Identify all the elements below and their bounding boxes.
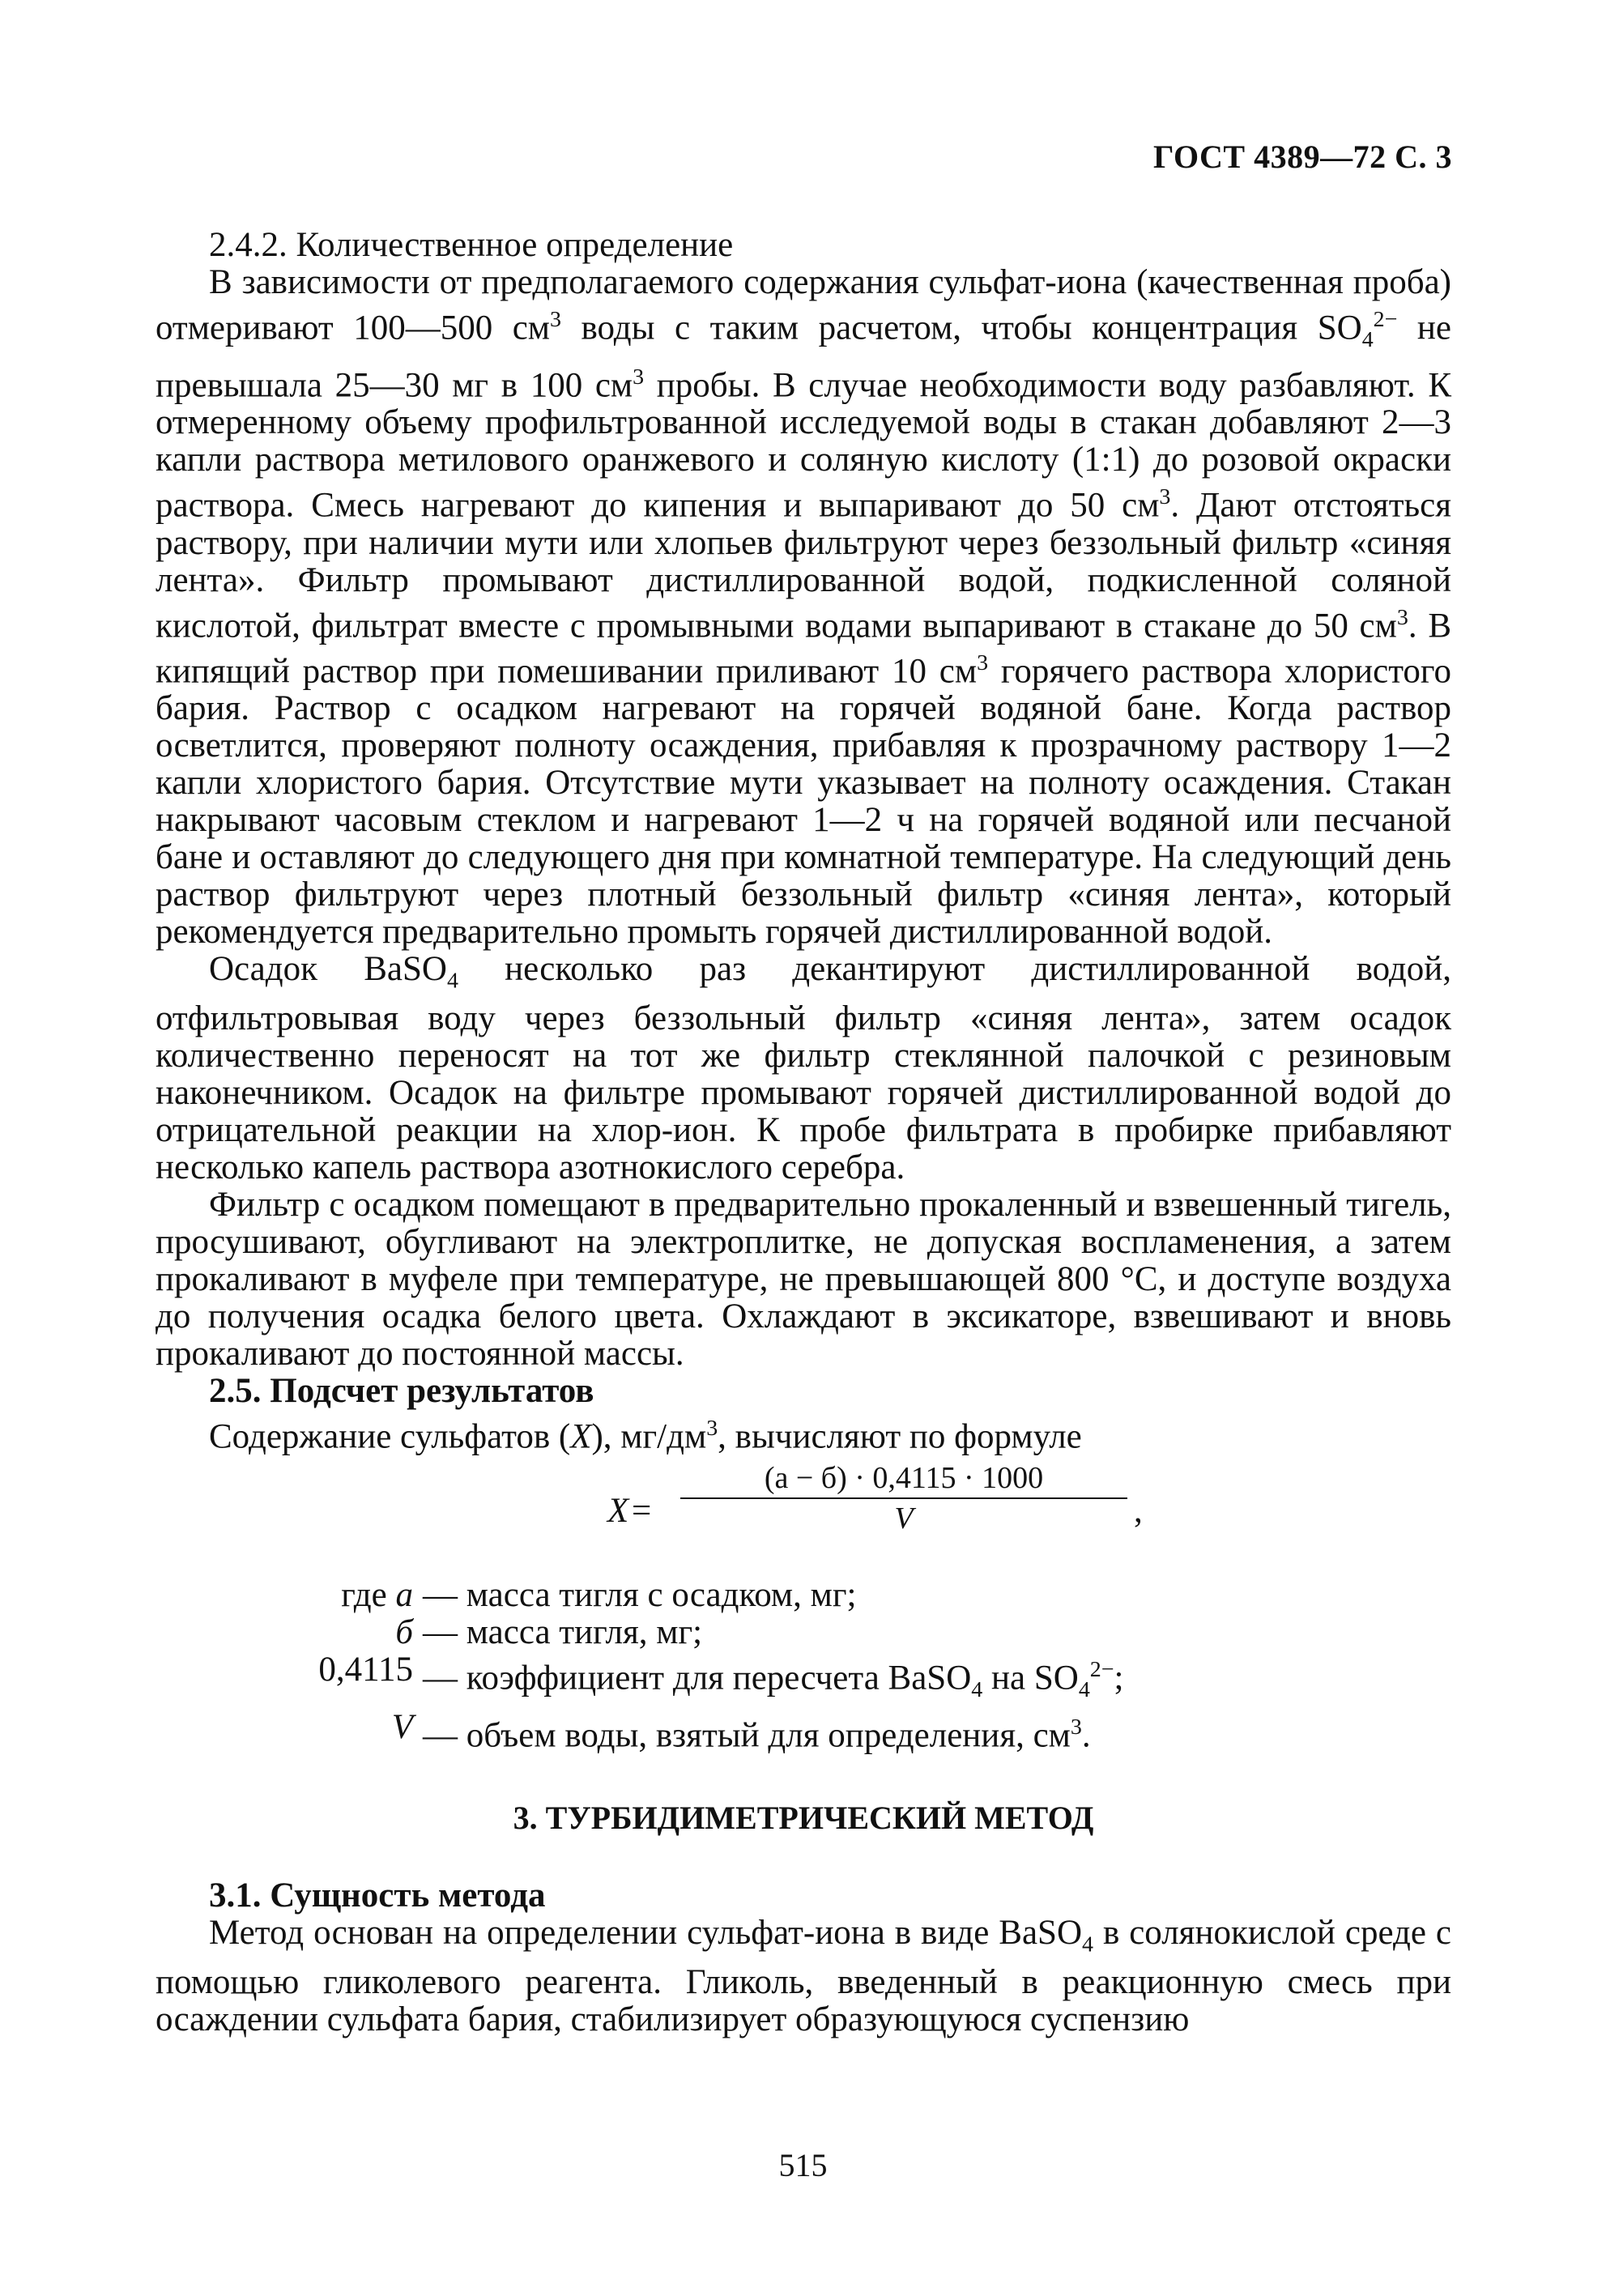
- paragraph-method: Метод основан на определении сульфат-иона в виде BaSO$_4$ в солянокислой среде с помощью гликолевого реагента. Гликоль, введенный в реакционную смесь при осаждении сульфата бария, стабилизирует образующуюся суспензию: [155, 1914, 1451, 2038]
- formula-comma: ,: [1134, 1492, 1143, 1531]
- legend-row-coef: 0,4115 — коэффициент для пересчета BaSO$_4$ на $SO_4^{2-}$;: [318, 1651, 1124, 1703]
- formula-fraction: [680, 1460, 1127, 1536]
- document-body: [155, 227, 1451, 2038]
- formula-intro: Содержание сульфатов (X), $мг/дм^3$, вычисляют по формуле: [209, 1415, 1082, 1456]
- paragraph-precipitate: Осадок BaSO$_4$ несколько раз декантируют дистиллированной водой, отфильтровывая воду через беззольный фильтр «синяя лента», затем осадок количественно переносят на тот же фильтр стеклянной палочкой с резиновым наконечником. Осадок на фильтре промывают горячей дистиллированной водой до отрицательной реакции на хлор-ион. К пробе фильтрата в пробирке прибавляют несколько капель раствора азотнокислого серебра.: [155, 950, 1451, 1186]
- section-3-1-title: 3.1. Сущность метода: [209, 1876, 546, 1915]
- formula-equals: =: [632, 1492, 652, 1531]
- formula-numerator: (а − б) · 0,4115 · 1000: [764, 1461, 1044, 1496]
- legend-row-b: б — масса тигля, мг;: [395, 1613, 703, 1652]
- formula-legend: [155, 1577, 1451, 1754]
- section-2-5-title: 2.5. Подсчет результатов: [209, 1371, 594, 1410]
- formula-lhs: X: [607, 1492, 629, 1531]
- sulfate-formula: [155, 1460, 1451, 1565]
- paragraph-filter: Фильтр с осадком помещают в предварительно прокаленный и взвешенный тигель, просушивают, обугливают на электроплитке, не допуская воспламенения, а затем прокаливают в муфеле при температуре, не превышающей 800 °С, и доступе воздуха до получения осадка белого цвета. Охлаждают в эксикаторе, взвешивают и вновь прокаливают до постоянной массы.: [155, 1185, 1451, 1373]
- section-2-4-2-title: 2.4.2. Количественное определение: [209, 226, 734, 264]
- page-number: 515: [778, 2147, 828, 2183]
- document-header: ГОСТ 4389—72 С. 3: [1152, 138, 1452, 175]
- section-3-title: 3. ТУРБИДИМЕТРИЧЕСКИЙ МЕТОД: [513, 1800, 1094, 1837]
- paragraph-quantitative: В зависимости от предполагаемого содержания сульфат-иона (качественная проба) отмеривают 100—500 $см^3$ воды с таким расчетом, чтобы концентрация $SO_4^{2-}$ не превышала 25—30 мг в 100 $см^3$ пробы. В случае необходимости воду разбавляют. К отмеренному объему профильтрованной исследуемой воды в стакан добавляют 2—3 капли раствора метилового оранжевого и соляную кислоту (1:1) до розовой окраски раствора. Смесь нагревают до кипения и выпаривают до 50 $см^3$. Дают отстояться раствору, при наличии мути или хлопьев фильтруют через беззольный фильтр «синяя лента». Фильтр промывают дистиллированной водой, подкисленной соляной кислотой, фильтрат вместе с промывными водами выпаривают в стакане до 50 $см^3$. В кипящий раствор при помешивании приливают 10 $см^3$ горячего раствора хлористого бария. Раствор с осадком нагревают на горячей водяной бане. Когда раствор осветлится, проверяют полноту осаждения, прибавляя к прозрачному раствору 1—2 капли хлористого бария. Отсутствие мути указывает на полноту осаждения. Стакан накрывают часовым стеклом и нагревают 1—2 ч на горячей водяной или песчаной бане и оставляют до следующего дня при комнатной температуре. На следующий день раствор фильтруют через плотный беззольный фильтр «синяя лента», который рекомендуется предварительно промыть горячей дистиллированной водой.: [155, 263, 1452, 952]
- legend-row-a: где а — масса тигля с осадком, мг;: [341, 1576, 857, 1615]
- formula-denominator: V: [894, 1502, 914, 1536]
- legend-row-v: V — объем воды, взятый для определения, $см^3$.: [391, 1708, 1091, 1755]
- fraction-bar: [680, 1497, 1127, 1499]
